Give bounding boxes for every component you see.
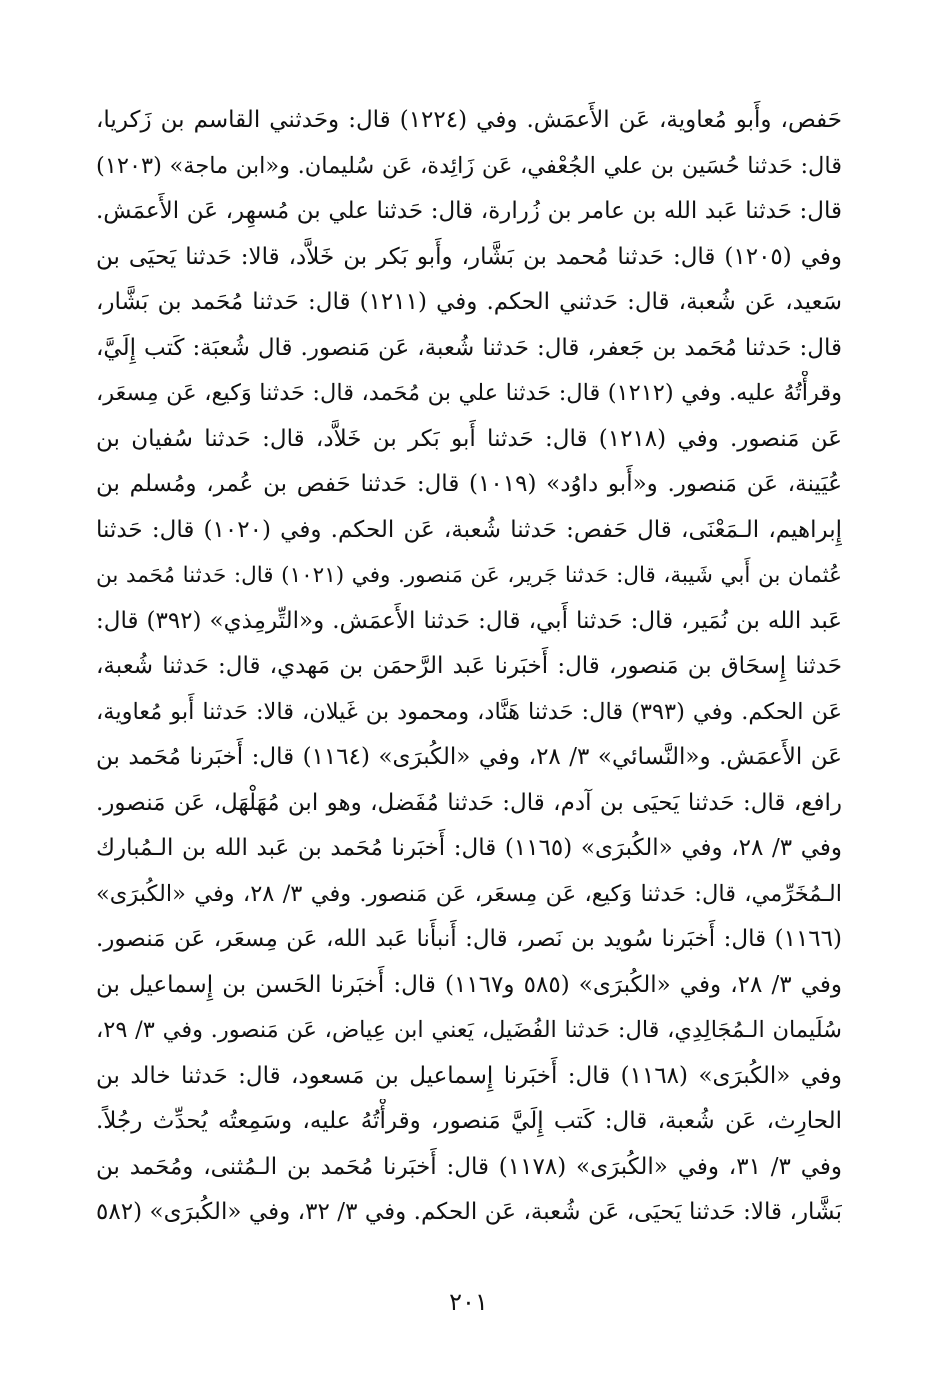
text-line: قال: حَدثنا مُحَمد بن جَعفر، قال: حَدثنا شُعبة، عَن مَنصور. قال شُعبَة: كَتب إِلَيَّ، bbox=[96, 334, 842, 361]
text-line: قال: حَدثنا حُسَين بن علي الجُعْفي، عَن زَائِدة، عَن سُليمان. و«ابن ماجة» (١٢٠٣) bbox=[96, 152, 842, 179]
page-number: ٢٠١ bbox=[449, 1288, 488, 1316]
text-line: سُلَيمان الـمُجَالِدِي، قال: حَدثنا الفُضَيل، يَعني ابن عِياض، عَن مَنصور. وفي ٣/ ٢٩، bbox=[96, 1017, 842, 1043]
text-line: وقرأْتُهُ عليه. وفي (١٢١٢) قال: حَدثنا علي بن مُحَمد، قال: حَدثنا وَكيع، عَن مِسعَر، bbox=[96, 380, 842, 406]
text-line: وفي ٣/ ٢٨، وفي «الكُبرَى» (١١٦٥) قال: أَخبَرنا مُحَمد بن عَبد الله بن الـمُبارك bbox=[96, 835, 842, 861]
text-line: قال: حَدثنا عَبد الله بن عامر بن زُرارة، قال: حَدثنا علي بن مُسهِر، عَن الأَعمَش. bbox=[96, 198, 842, 224]
text-line: سَعيد، عَن شُعبة، قال: حَدثني الحكم. وفي (١٢١١) قال: حَدثنا مُحَمد بن بَشَّار، bbox=[96, 289, 842, 315]
text-line: عُثمان بن أَبي شَيبة، قال: حَدثنا جَرير، عَن مَنصور. وفي (١٠٢١) قال: حَدثنا مُحَمد بن bbox=[96, 563, 842, 588]
text-line: رافع، قال: حَدثنا يَحيَى بن آدم، قال: حَدثنا مُفَضل، وهو ابن مُهَلْهَل، عَن مَنصور. bbox=[96, 789, 842, 816]
text-line: وفي ٣/ ٢٨، وفي «الكُبرَى» (٥٨٥ و١١٦٧) قال: أَخبَرنا الحَسن بن إِسماعيل بن bbox=[96, 971, 842, 998]
text-line: عَبد الله بن نُمَير، قال: حَدثنا أَبي، قال: حَدثنا الأَعمَش. و«التِّرمِذي» (٣٩٢) قال: bbox=[96, 607, 842, 634]
text-line: وفي (١٢٠٥) قال: حَدثنا مُحمد بن بَشَّار، وأَبو بَكر بن خَلاَّد، قالا: حَدثنا يَحيَى بن bbox=[96, 243, 842, 270]
text-line: عَن مَنصور. وفي (١٢١٨) قال: حَدثنا أَبو بَكر بن خَلاَّد، قال: حَدثنا سُفيان بن bbox=[96, 425, 842, 452]
text-line: عُيَينة، عَن مَنصور. و«أَبو داوُد» (١٠١٩) قال: حَدثنا حَفص بن عُمر، ومُسلم بن bbox=[96, 471, 842, 497]
text-line: حَدثنا إِسحَاق بن مَنصور، قال: أَخبَرنا عَبد الرَّحمَن بن مَهدي، قال: حَدثنا شُعبة، bbox=[96, 653, 842, 679]
page-body-text bbox=[96, 98, 842, 1236]
text-line: (١١٦٦) قال: أَخبَرنا سُويد بن نَصر، قال: أَنبأَنا عَبد الله، عَن مِسعَر، عَن مَنصور. bbox=[96, 926, 842, 952]
text-line: حَفص، وأَبو مُعاوية، عَن الأَعمَش. وفي (١٢٢٤) قال: وحَدثني القاسم بن زَكريا، bbox=[96, 107, 842, 133]
text-line: وفي «الكُبرَى» (١١٦٨) قال: أَخبَرنا إِسماعيل بن مَسعود، قال: حَدثنا خالد بن bbox=[96, 1062, 842, 1089]
text-line: بَشَّار، قالا: حَدثنا يَحيَى، عَن شُعبة، عَن الحكم. وفي ٣/ ٣٢، وفي «الكُبرَى» (٥٨٢ bbox=[96, 1199, 842, 1225]
text-line: الـمُخَرِّمي، قال: حَدثنا وَكيع، عَن مِسعَر، عَن مَنصور. وفي ٣/ ٢٨، وفي «الكُبرَى» bbox=[96, 880, 842, 907]
text-line: الحارِث، عَن شُعبة، قال: كَتب إِلَيَّ مَنصور، وقرأْتُهُ عليه، وسَمِعتُه يُحدِّث رجُلاً. bbox=[96, 1108, 842, 1134]
text-line: عَن الحكم. وفي (٣٩٣) قال: حَدثنا هَنَّاد، ومحمود بن غَيلان، قالا: حَدثنا أَبو مُعاوية، bbox=[96, 698, 842, 725]
text-line: إِبراهيم، الـمَعْنَى، قال حَفص: حَدثنا شُعبة، عَن الحكم. وفي (١٠٢٠) قال: حَدثنا bbox=[96, 516, 842, 543]
text-line: عَن الأَعمَش. و«النَّسائي» ٣/ ٢٨، وفي «الكُبرَى» (١١٦٤) قال: أَخبَرنا مُحَمد بن bbox=[96, 744, 842, 770]
text-line: وفي ٣/ ٣١، وفي «الكُبرَى» (١١٧٨) قال: أَخبَرنا مُحَمد بن الـمُثنى، ومُحَمد بن bbox=[96, 1153, 842, 1180]
